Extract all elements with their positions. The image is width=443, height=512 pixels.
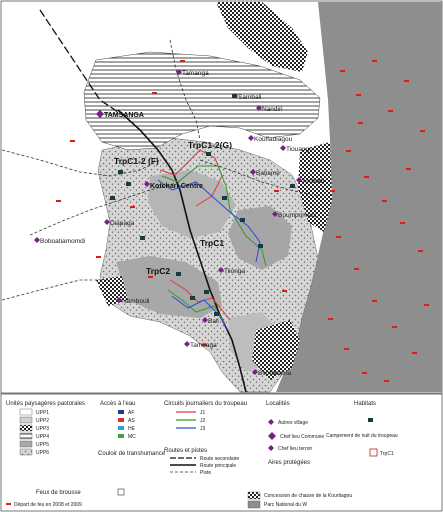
label-tamsanga: TAMSANGA <box>104 112 144 119</box>
legend-localites-title: Localités <box>266 401 290 407</box>
legend-water-title: Accès à l'eau <box>100 401 136 407</box>
legend-up-3: UPP3 <box>36 426 50 432</box>
legend-corridor: Couloir de transhumance <box>98 451 166 457</box>
legend-protected-concession: Concession de chasse de la Kourtiagou <box>264 493 353 499</box>
legend-protected-park: Parc National du W <box>264 502 308 508</box>
legend-roads-title: Routes et pistes <box>164 448 208 454</box>
label-camp-trpc2: TrpC2 <box>146 266 171 276</box>
legend <box>1 394 442 511</box>
label-sambali: Sambali <box>238 94 262 101</box>
legend-water-af: AF <box>128 410 135 416</box>
legend-water-as: AS <box>128 418 135 424</box>
label-boboatiamomdi: Boboatiamomdi <box>40 238 86 245</box>
label-nandiri: Nandiri <box>262 106 283 113</box>
legend-up-4: UPP4 <box>36 434 50 440</box>
label-camp-trpc1: TrpC1 <box>200 238 225 248</box>
label-diapaga: Diapaga <box>110 220 135 227</box>
label-bali: Bali <box>208 318 219 325</box>
legend-habitats-title: Habitats <box>354 401 377 407</box>
legend-circuits-title: Circuits journaliers du troupeau <box>164 401 248 407</box>
legend-road-track: Piste <box>200 470 212 476</box>
legend-road-secondary: Route secondaire <box>200 456 240 462</box>
legend-circuit-j3: J3 <box>200 426 206 432</box>
label-nambouli: Nambouli <box>122 298 150 305</box>
label-boumpomani: Boumpomani <box>278 212 317 219</box>
legend-habitat-night: Campement de nuit du troupeau <box>326 433 398 439</box>
legend-up-6: UPP6 <box>36 450 50 456</box>
label-tiouango: Tiouango <box>286 146 313 153</box>
label-ambodi: Ambodi <box>302 178 325 185</box>
legend-loc-village: Autres village <box>278 420 309 426</box>
legend-fires-title: Feux de brousse <box>36 490 81 496</box>
label-batiame: Batiamé <box>256 170 280 177</box>
label-kouffadiagou: Kouffadiagou <box>254 136 293 143</box>
label-tambaga: Tambaga <box>190 342 217 349</box>
legend-water-he: HE <box>128 426 135 432</box>
legend-water-mc: MC <box>128 434 136 440</box>
legend-protected-title: Aires protégées <box>268 460 311 466</box>
label-tamanga: Tamanga <box>182 70 209 77</box>
legend-circuit-j2: J2 <box>200 418 206 424</box>
legend-fires-item: Départ de feu en 2008 et 2009 <box>14 502 82 508</box>
legend-road-main: Route principale <box>200 463 237 469</box>
label-camp-trpc1-2f: TrpC1-2 (F) <box>114 156 159 166</box>
label-camp-trpc1-2g: TrpC1-2(G) <box>188 140 232 150</box>
legend-circuit-j1: J1 <box>200 410 206 416</box>
label-bomboama: Bomboama <box>258 370 292 377</box>
legend-loc-commune: Chef lieu Commune <box>280 434 325 440</box>
legend-up-1: UPP1 <box>36 410 50 416</box>
label-tilonga: Tilonga <box>224 268 246 275</box>
legend-habitat-code: TrpC1 <box>380 451 394 457</box>
legend-up-title: Unités paysagères pastorales <box>6 401 86 407</box>
legend-up-2: UPP2 <box>36 418 50 424</box>
legend-up-5: UPP5 <box>36 442 50 448</box>
label-kotchari-centre: Kotchari-Centre <box>150 183 203 190</box>
legend-loc-terroir: Chef lieu terroir <box>278 446 313 452</box>
